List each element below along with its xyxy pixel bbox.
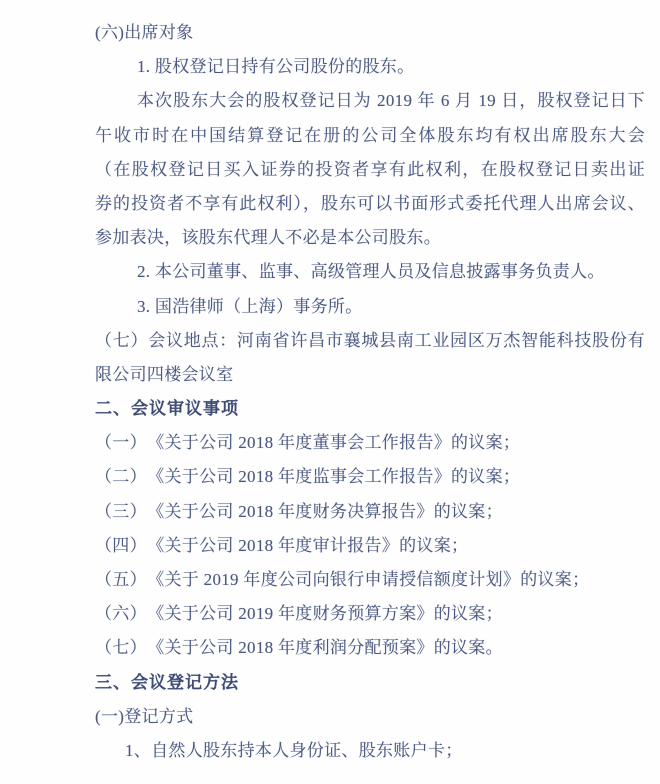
record-date-paragraph-line-5: 参加表决，该股东代理人不必是本公司股东。 — [95, 228, 441, 248]
attendee-item-3: 3. 国浩律师（上海）事务所。 — [137, 296, 363, 316]
agenda-item-5: （五） 《关于 2019 年度公司向银行申请授信额度计划》的议案； — [95, 570, 590, 589]
record-date-paragraph-line-2: 午收市时在中国结算登记在册的公司全体股东均有权出席股东大会 — [95, 125, 645, 145]
attendee-item-1: 1. 股权登记日持有公司股份的股东。 — [137, 57, 415, 77]
section-3-heading: 三、会议登记方法 — [95, 672, 239, 692]
record-date-paragraph-line-1: 本次股东大会的股权登记日为 2019 年 6 月 19 日，股权登记日下 — [137, 91, 645, 111]
agenda-item-6: （六） 《关于公司 2019 年度财务预算方案》的议案； — [95, 604, 503, 624]
registration-method-heading: (一)登记方式 — [95, 706, 194, 726]
agenda-item-1: （一） 《关于公司 2018 年度董事会工作报告》的议案； — [95, 433, 521, 453]
venue-line-1: （七）会议地点：河南省许昌市襄城县南工业园区万杰智能科技股份有 — [95, 330, 645, 350]
section-2-heading: 二、会议审议事项 — [95, 399, 239, 419]
registration-item-1: 1、自然人股东持本人身份证、股东账户卡； — [125, 740, 463, 760]
agenda-item-3: （三） 《关于公司 2018 年度财务决算报告》的议案； — [95, 501, 503, 521]
agenda-item-7: （七） 《关于公司 2018 年度利润分配预案》的议案。 — [95, 638, 503, 658]
venue-line-2: 限公司四楼会议室 — [95, 364, 234, 384]
attendee-item-2: 2. 本公司董事、监事、高级管理人员及信息披露事务负责人。 — [137, 262, 605, 282]
agenda-item-4: （四） 《关于公司 2018 年度审计报告》的议案； — [95, 535, 469, 555]
attendees-heading: (六)出席对象 — [95, 23, 194, 42]
record-date-paragraph-line-4: 券的投资者不享有此权利），股东可以书面形式委托代理人出席会议、 — [95, 193, 645, 213]
agenda-item-2: （二） 《关于公司 2018 年度监事会工作报告》的议案； — [95, 467, 521, 487]
record-date-paragraph-line-3: （在股权登记日买入证券的投资者享有此权利，在股权登记日卖出证 — [95, 159, 645, 179]
